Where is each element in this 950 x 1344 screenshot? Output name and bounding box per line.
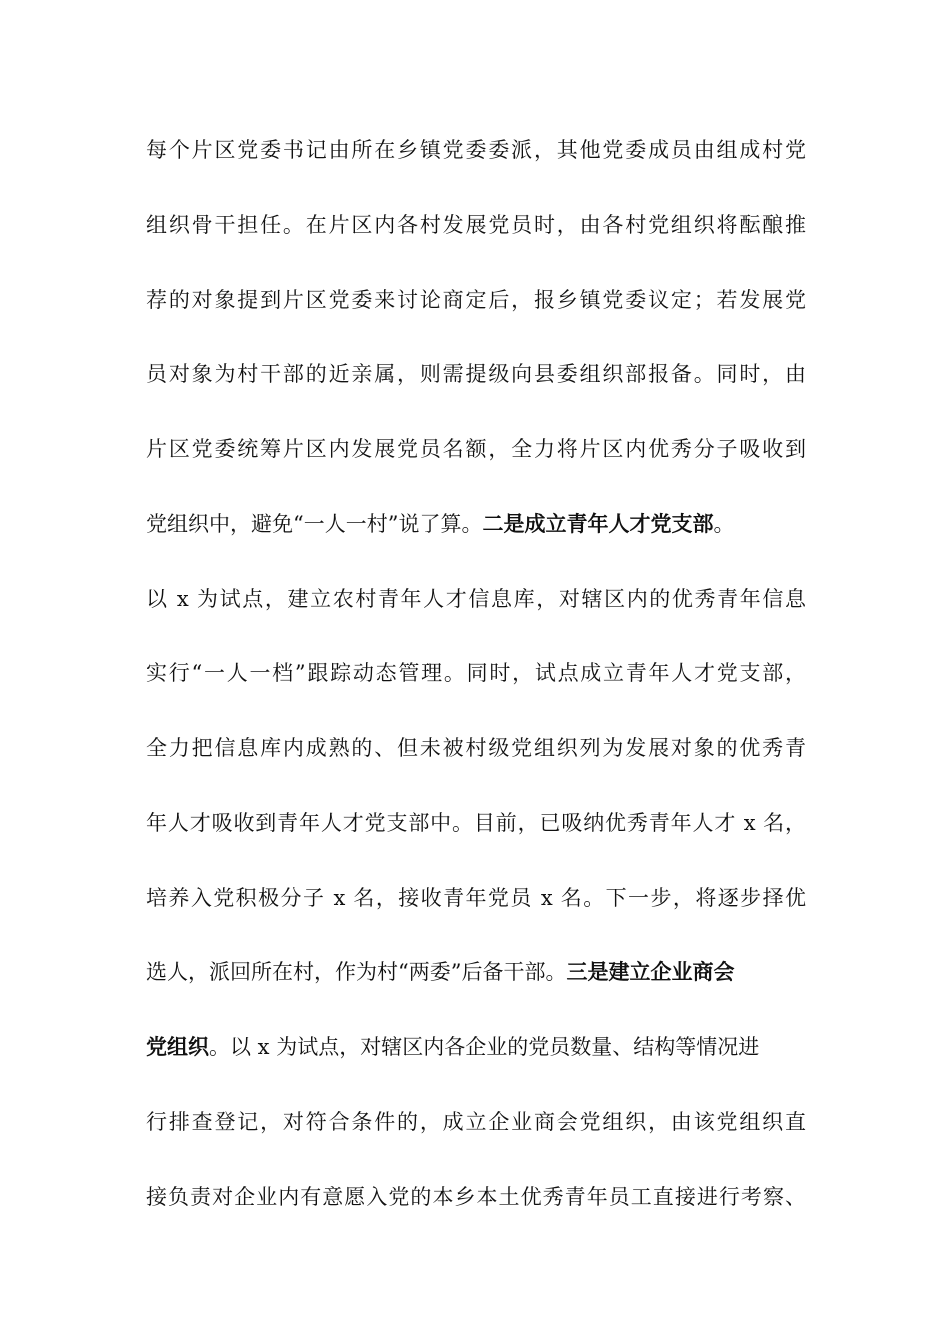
bold-heading: 三是建立企业商会 (566, 960, 735, 984)
text-segment: 行排查登记，对符合条件的，成立企业商会党组织，由该党组织直 (146, 1110, 806, 1134)
text-line (146, 210, 806, 240)
text-segment: 接负责对企业内有意愿入党的本乡本土优秀青年员工直接进行考察、 (146, 1185, 806, 1209)
text-line (146, 883, 806, 913)
text-segment: 。以 x 为试点，对辖区内各企业的党员数量、结构等情况进 (209, 1035, 760, 1059)
text-segment: 片区党委统筹片区内发展党员名额，全力将片区内优秀分子吸收到 (146, 437, 806, 461)
text-line (146, 1107, 806, 1137)
text-segment: 组织骨干担任。在片区内各村发展党员时，由各村党组织将酝酿推 (146, 213, 806, 237)
bold-heading: 二是成立青年人才党支部 (482, 512, 714, 536)
text-segment: 全力把信息库内成熟的、但未被村级党组织列为发展对象的优秀青 (146, 736, 806, 760)
text-line (146, 135, 806, 165)
text-segment: 以 x 为试点，建立农村青年人才信息库，对辖区内的优秀青年信息 (146, 587, 806, 611)
bold-heading: 党组织 (146, 1035, 209, 1059)
text-segment: 实行“一人一档”跟踪动态管理。同时，试点成立青年人才党支部， (146, 661, 806, 685)
text-segment: 培养入党积极分子 x 名，接收青年党员 x 名。下一步，将逐步择优 (146, 886, 806, 910)
text-line (146, 434, 806, 464)
text-line (146, 509, 806, 539)
text-line (146, 359, 806, 389)
text-line (146, 658, 806, 688)
text-segment: 选人，派回所在村，作为村“两委”后备干部。 (146, 960, 567, 984)
text-line (146, 584, 806, 614)
text-segment: 荐的对象提到片区党委来讨论商定后，报乡镇党委议定；若发展党 (146, 288, 806, 312)
text-line (146, 1182, 806, 1212)
text-segment: 党组织中，避免“一人一村”说了算。 (146, 512, 483, 536)
text-line (146, 285, 806, 315)
text-line (146, 1032, 806, 1062)
text-segment: 员对象为村干部的近亲属，则需提级向县委组织部报备。同时，由 (146, 362, 806, 386)
text-segment: 。 (713, 512, 735, 536)
text-line (146, 957, 806, 987)
text-segment: 每个片区党委书记由所在乡镇党委委派，其他党委成员由组成村党 (146, 138, 806, 162)
text-segment: 年人才吸收到青年人才党支部中。目前，已吸纳优秀青年人才 x 名， (146, 811, 806, 835)
text-line (146, 808, 806, 838)
text-line (146, 733, 806, 763)
